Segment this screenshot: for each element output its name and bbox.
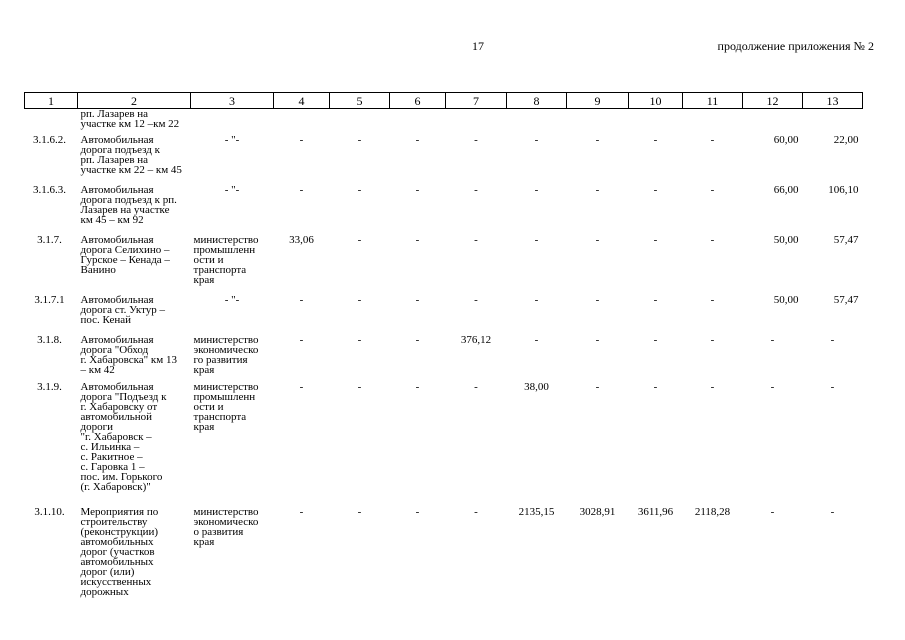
value-cell: - xyxy=(299,334,304,346)
value-cell xyxy=(507,109,567,130)
item-name: рп. Лазарев на участке км 12 –км 22 xyxy=(80,108,180,130)
value-cell: - xyxy=(357,334,362,346)
value-cell: - xyxy=(299,134,304,146)
value-cell: - xyxy=(357,506,362,518)
value-cell: - xyxy=(595,184,600,196)
value-cell: 57,47 xyxy=(833,234,859,246)
item-name: Автомобильная дорога подъезд к рп. Лазарев на участке км 45 – км 92 xyxy=(80,184,177,226)
value-cell: - xyxy=(357,184,362,196)
value-cell: - xyxy=(534,184,539,196)
value-cell: 376,12 xyxy=(460,334,492,346)
value-cell xyxy=(567,109,629,130)
item-name: Автомобильная дорога ст. Уктур – пос. Кенай xyxy=(80,294,166,326)
table-row xyxy=(25,501,863,601)
value-cell: - xyxy=(830,506,835,518)
item-name: Автомобильная дорога подъезд к рп. Лазарев на участке км 22 – км 45 xyxy=(80,134,182,176)
responsible-org: министерство промышленн ости и транспорта края xyxy=(193,381,259,433)
value-cell: - xyxy=(534,294,539,306)
value-cell: - xyxy=(357,134,362,146)
responsible-org: - "- xyxy=(224,294,240,306)
table-row xyxy=(25,229,863,289)
table-row xyxy=(25,179,863,229)
column-header: 11 xyxy=(683,93,743,109)
column-header: 12 xyxy=(743,93,803,109)
responsible-org: министерство экономическо го развития края xyxy=(193,334,259,376)
value-cell: - xyxy=(415,184,420,196)
value-cell: 2118,28 xyxy=(694,506,731,518)
value-cell: 3611,96 xyxy=(637,506,674,518)
value-cell: - xyxy=(474,234,478,246)
value-cell: - xyxy=(710,294,715,306)
column-header: 9 xyxy=(567,93,629,109)
value-cell xyxy=(446,109,507,130)
responsible-org: - "- xyxy=(224,134,240,146)
value-cell: 50,00 xyxy=(773,294,799,306)
value-cell: - xyxy=(770,381,775,393)
value-cell: - xyxy=(653,184,658,196)
row-number: 3.1.9. xyxy=(37,381,62,393)
value-cell: - xyxy=(415,381,420,393)
row-number: 3.1.6.2. xyxy=(33,134,66,146)
column-header: 1 xyxy=(25,93,78,109)
column-header: 10 xyxy=(629,93,683,109)
value-cell: - xyxy=(474,506,478,518)
column-header: 3 xyxy=(191,93,274,109)
data-table xyxy=(24,92,863,601)
table-body xyxy=(25,109,863,602)
value-cell: 38,00 xyxy=(524,381,549,393)
value-cell: - xyxy=(415,234,420,246)
row-number: 3.1.8. xyxy=(37,334,62,346)
item-name: Автомобильная дорога Селихино – Гурское – Кенада – Ванино xyxy=(80,234,170,276)
value-cell: - xyxy=(653,334,658,346)
table-row xyxy=(25,129,863,179)
value-cell: - xyxy=(474,381,478,393)
value-cell: 66,00 xyxy=(773,184,799,196)
value-cell: 2135,15 xyxy=(518,506,555,518)
responsible-org: министерство экономическо о развития края xyxy=(193,506,259,548)
value-cell xyxy=(274,109,330,130)
value-cell: - xyxy=(710,184,715,196)
value-cell: - xyxy=(710,381,715,393)
value-cell xyxy=(803,109,863,130)
column-header: 7 xyxy=(446,93,507,109)
item-name: Автомобильная дорога "Обход г. Хабаровска" км 13 – км 42 xyxy=(80,334,177,376)
column-header: 8 xyxy=(507,93,567,109)
value-cell: - xyxy=(653,294,658,306)
row-number: 3.1.7. xyxy=(37,234,62,246)
table-row xyxy=(25,376,863,501)
value-cell: - xyxy=(595,334,600,346)
value-cell: 60,00 xyxy=(773,134,799,146)
responsible-org xyxy=(191,109,274,130)
row-number: 3.1.6.3. xyxy=(33,184,66,196)
responsible-org: - "- xyxy=(224,184,240,196)
value-cell: - xyxy=(534,334,539,346)
value-cell: - xyxy=(474,294,478,306)
table-row xyxy=(25,329,863,376)
value-cell: - xyxy=(653,381,658,393)
value-cell: 33,06 xyxy=(289,234,314,246)
value-cell: - xyxy=(710,334,715,346)
value-cell xyxy=(330,109,390,130)
value-cell: - xyxy=(415,334,420,346)
page-number: 17 xyxy=(472,39,484,53)
value-cell: - xyxy=(534,134,539,146)
value-cell: - xyxy=(357,234,362,246)
value-cell xyxy=(390,109,446,130)
value-cell: - xyxy=(595,381,600,393)
column-header: 4 xyxy=(274,93,330,109)
value-cell: - xyxy=(474,134,478,146)
value-cell: - xyxy=(595,234,600,246)
value-cell: - xyxy=(595,134,600,146)
column-header: 2 xyxy=(78,93,191,109)
table-row xyxy=(25,109,863,130)
item-name: Мероприятия по строительству (реконструкции) автомобильных дорог (участков автомобильных дорог (или) искусственных дорожных xyxy=(80,506,159,598)
table-row xyxy=(25,289,863,329)
column-header: 6 xyxy=(390,93,446,109)
value-cell: - xyxy=(653,234,658,246)
value-cell: 57,47 xyxy=(833,294,859,306)
value-cell: 3028,91 xyxy=(579,506,616,518)
value-cell: - xyxy=(710,134,715,146)
value-cell: - xyxy=(299,381,304,393)
appendix-label: продолжение приложения № 2 xyxy=(717,39,874,53)
value-cell: - xyxy=(299,184,304,196)
value-cell: - xyxy=(770,334,775,346)
value-cell xyxy=(743,109,803,130)
value-cell: - xyxy=(770,506,775,518)
value-cell: - xyxy=(415,134,420,146)
value-cell: - xyxy=(299,506,304,518)
value-cell: 50,00 xyxy=(773,234,799,246)
value-cell: - xyxy=(415,294,420,306)
value-cell xyxy=(683,109,743,130)
value-cell: - xyxy=(357,381,362,393)
value-cell: - xyxy=(534,234,539,246)
row-number: 3.1.10. xyxy=(34,506,65,518)
column-header: 5 xyxy=(330,93,390,109)
row-number: 3.1.7.1 xyxy=(34,294,65,306)
value-cell: - xyxy=(653,134,658,146)
item-name: Автомобильная дорога "Подъезд к г. Хабаровску от автомобильной дороги "г. Хабаровск – с. Ильинка – с. Ракитное – с. Гаровка 1 – пос. им. Горького (г. Хабаровск)" xyxy=(80,381,167,493)
column-header: 13 xyxy=(803,93,863,109)
value-cell: - xyxy=(299,294,304,306)
value-cell: 22,00 xyxy=(833,134,859,146)
responsible-org: министерство промышленн ости и транспорта края xyxy=(193,234,259,286)
value-cell: - xyxy=(415,506,420,518)
value-cell: - xyxy=(357,294,362,306)
value-cell xyxy=(629,109,683,130)
header-row xyxy=(25,93,863,109)
value-cell: - xyxy=(474,184,478,196)
value-cell: - xyxy=(830,334,835,346)
value-cell: - xyxy=(830,381,835,393)
value-cell: 106,10 xyxy=(828,184,859,196)
value-cell: - xyxy=(595,294,600,306)
row-number xyxy=(25,109,78,130)
value-cell: - xyxy=(710,234,715,246)
